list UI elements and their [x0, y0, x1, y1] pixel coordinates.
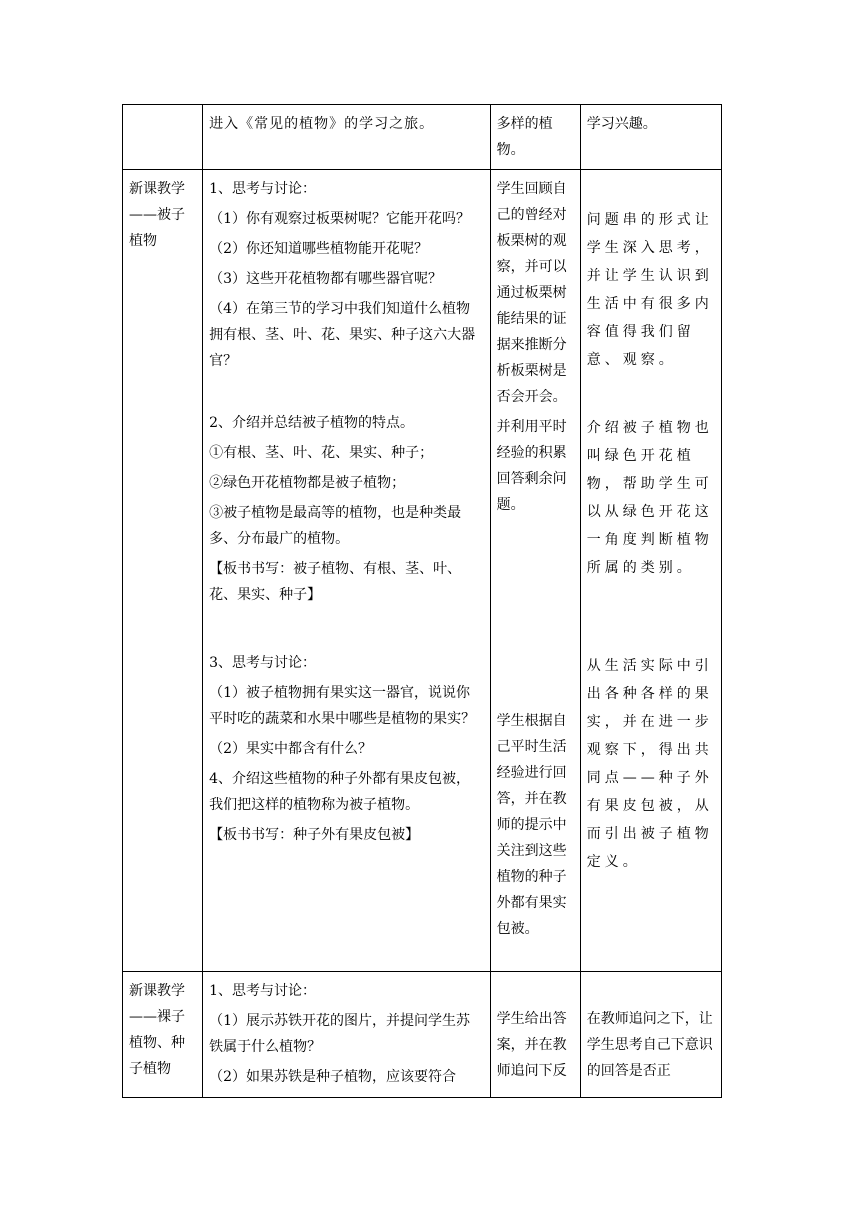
table-row	[123, 105, 722, 170]
stage-cell	[123, 105, 203, 170]
board-note: 【板书书写：被子植物、有根、茎、叶、花、果实、种子】	[209, 561, 462, 603]
intent-line: 在教师追问之下，让学生思考自己下意识的回答是否正	[586, 1011, 713, 1079]
content-line: （1）被子植物拥有果实这一器官，说说你平时吃的蔬菜和水果中哪些是植物的果实？	[209, 685, 476, 727]
student-cell	[490, 972, 580, 1098]
student-cell	[490, 170, 580, 972]
board-note: 【板书书写：种子外有果皮包被】	[209, 827, 420, 843]
stage-cell	[123, 170, 203, 972]
content-cell	[203, 170, 490, 972]
content-line: （3）这些开花植物都有哪些器官呢？	[209, 271, 443, 287]
student-line: 学生回顾自己的曾经对板栗树的观察，并可以通过板栗树能结果的证据来推断分析板栗树是否会开会。	[496, 181, 567, 405]
content-line: （4）在第三节的学习中我们知道什么植物拥有根、茎、叶、花、果实、种子这六大器官？	[209, 301, 476, 369]
stage-label: 新课教学——被子植物	[129, 181, 185, 249]
content-line: 1、思考与讨论：	[209, 983, 317, 999]
content-line: （2）果实中都含有什么？	[209, 741, 373, 757]
intent-line: 介绍被子植物也叫绿色开花植物，帮助学生可以从绿色开花这一角度判断植物所属的类别。	[586, 420, 713, 576]
student-cell	[490, 105, 580, 170]
content-line: （1）你有观察过板栗树呢？它能开花吗？	[209, 211, 471, 227]
content-line: 进入《常见的植物》的学习之旅。	[209, 116, 435, 132]
intent-cell	[580, 170, 721, 972]
content-line: 1、思考与讨论：	[209, 181, 317, 197]
content-line: 4、介绍这些植物的种子外都有果皮包被，我们把这样的植物称为被子植物。	[209, 771, 471, 813]
table-row	[123, 972, 722, 1098]
content-cell	[203, 972, 490, 1098]
content-line: （2）如果苏铁是种子植物，应该要符合	[209, 1069, 457, 1085]
content-line: （2）你还知道哪些植物能开花呢？	[209, 241, 429, 257]
student-line: 并利用平时经验的积累回答剩余问题。	[496, 419, 567, 513]
intent-line: 学习兴趣。	[586, 116, 657, 132]
lesson-plan-table	[122, 104, 722, 1098]
content-line: 2、介绍并总结被子植物的特点。	[209, 415, 415, 431]
student-line: 多样的植物。	[496, 116, 553, 158]
intent-cell	[580, 972, 721, 1098]
intent-line: 从生活实际中引出各种各样的果实，并在进一步观察下，得出共同点——种子外有果皮包被，从而引出被子植物定义。	[586, 658, 713, 870]
stage-cell	[123, 972, 203, 1098]
content-line: ③被子植物是最高等的植物，也是种类最多、分布最广的植物。	[209, 505, 462, 547]
student-line: 学生根据自己平时生活经验进行回答，并在教师的提示中关注到这些植物的种子外都有果实包被。	[496, 713, 567, 937]
student-line: 学生给出答案，并在教师追问下反	[496, 1011, 567, 1079]
stage-label: 新课教学——裸子植物、种子植物	[129, 983, 185, 1077]
intent-cell	[580, 105, 721, 170]
content-line: （1）展示苏铁开花的图片，并提问学生苏铁属于什么植物？	[209, 1013, 471, 1055]
content-line: ①有根、茎、叶、花、果实、种子；	[209, 445, 434, 461]
content-cell	[203, 105, 490, 170]
content-line: 3、思考与讨论：	[209, 655, 317, 671]
intent-line: 问题串的形式让学生深入思考，并让学生认识到生活中有很多内容值得我们留意、观察。	[586, 212, 713, 368]
content-line: ②绿色开花植物都是被子植物；	[209, 475, 406, 491]
table-row	[123, 170, 722, 972]
